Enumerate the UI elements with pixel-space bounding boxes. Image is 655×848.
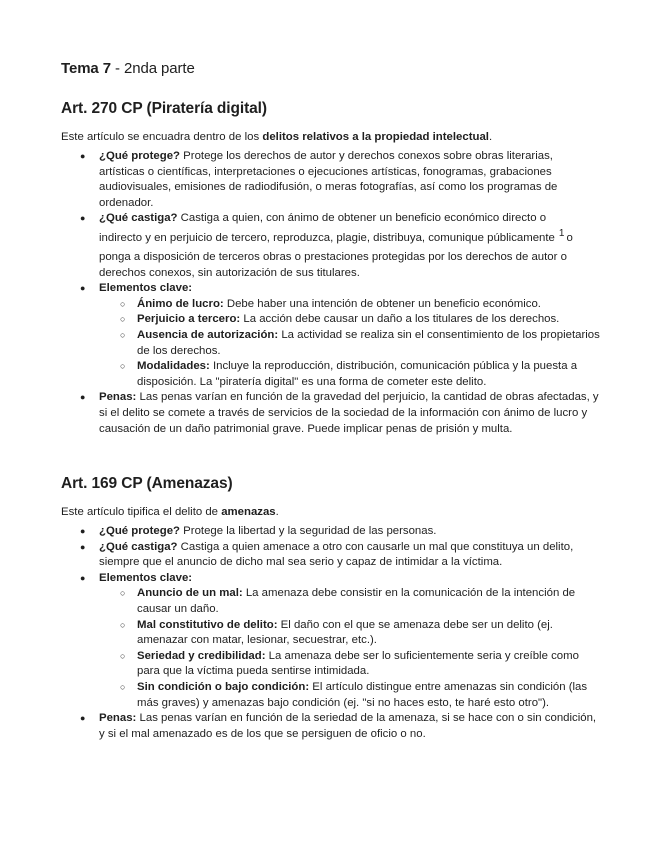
bullet-text: Protege los derechos de autor y derechos conexos sobre obras literarias, artísticas o científicas, interpretaciones o ejecuciones artísticas, fonogramas, grabaciones audiovisuales, emisiones de radiodifusión, o meras fotografías, así como los programas de ordenador. xyxy=(99,150,558,209)
bullet-penas xyxy=(99,711,601,742)
sub-item xyxy=(137,680,601,711)
sub-item-label: Ausencia de autorización: xyxy=(137,328,279,341)
sub-item xyxy=(137,359,601,390)
sub-list-elementos xyxy=(99,297,601,391)
sub-item-text: La amenaza debe consistir en la comunicación de la intención de causar un daño. xyxy=(137,587,576,615)
sub-item-text: El daño con el que se amenaza debe ser un delito (ej. amenazar con matar, lesionar, secuestrar, etc.). xyxy=(137,618,553,647)
sub-item-text: Incluye la reproducción, distribución, comunicación pública y la puesta a disposición. La "piratería digital" es una forma de cometer este delito. xyxy=(137,360,578,388)
sub-item-label: Mal constitutivo de delito: xyxy=(137,618,278,631)
bullet-label: ¿Qué castiga? xyxy=(99,540,178,553)
section-intro-art-270 xyxy=(61,129,601,145)
sub-item-label: Perjuicio a tercero: xyxy=(137,313,241,326)
bullet-text-line3: o ponga a disposición de terceros obras o prestaciones protegidas por los derechos de autor o derechos conexos, sin autorización de sus titulares. xyxy=(99,231,573,279)
bullet-castiga xyxy=(99,540,601,571)
intro-end: . xyxy=(275,506,279,518)
bullet-label: ¿Qué protege? xyxy=(99,525,181,537)
section-art-270 xyxy=(61,99,601,437)
sub-item-label: Sin condición o bajo condición: xyxy=(137,680,310,693)
section-art-169 xyxy=(61,474,601,742)
bullet-label: ¿Qué castiga? xyxy=(99,212,178,225)
bullet-list-art-169 xyxy=(61,524,601,742)
sub-item xyxy=(137,586,601,617)
sub-item-label: Modalidades: xyxy=(137,360,210,373)
sub-item xyxy=(137,618,601,649)
sub-item-text: El artículo distingue entre amenazas sin condición (las más graves) y amenazas bajo condición (ej. "si no haces esto, te haré esto otro"). xyxy=(137,680,588,709)
document-title-rest: - 2nda parte xyxy=(110,60,195,77)
bullet-text: Castiga a quien, con ánimo de obtener un beneficio económico directo o xyxy=(177,212,547,225)
bullet-text: Castiga a quien amenace a otro con causarle un mal que constituya un delito, siempre que el anuncio de dicho mal sea serio y capaz de intimidar a la víctima. xyxy=(99,540,574,569)
intro-end: . xyxy=(488,131,493,143)
sub-item-label: Anuncio de un mal: xyxy=(137,587,243,600)
bullet-protege xyxy=(99,524,601,540)
bullet-elementos xyxy=(99,571,601,711)
document-title-main: Tema 7 xyxy=(61,60,111,77)
bullet-label: Penas: xyxy=(99,391,137,404)
sub-item xyxy=(137,649,601,680)
bullet-text-line2: indirecto y en perjuicio de tercero, reproduzca, plagie, distribuya, comunique públicamente xyxy=(99,231,555,244)
sub-item xyxy=(137,328,601,359)
bullet-list-art-270 xyxy=(61,149,601,437)
intro-bold: delitos relativos a la propiedad intelectual xyxy=(262,131,489,143)
bullet-elementos xyxy=(99,281,601,390)
bullet-text: Las penas varían en función de la seriedad de la amenaza, si se hace con o sin condición, y si el mal amenazado es de los que se persiguen de oficio o no. xyxy=(99,712,597,740)
sub-item-label: Ánimo de lucro: xyxy=(137,297,224,310)
section-intro-art-169 xyxy=(61,504,601,520)
intro-text: Este artículo se encuadra dentro de los xyxy=(61,131,263,143)
document-title xyxy=(61,60,195,77)
bullet-label: Penas: xyxy=(99,712,137,725)
intro-bold: amenazas xyxy=(221,506,276,518)
intro-text: Este artículo tipifica el delito de xyxy=(61,506,222,518)
bullet-penas xyxy=(99,390,601,437)
bullet-text: Las penas varían en función de la gravedad del perjuicio, la cantidad de obras afectadas, y si el delito se comete a través de servicios de la sociedad de la información con ánimo de lucro y causación de un daño patrimonial grave. Puede implicar penas de prisión y multa. xyxy=(99,391,599,435)
bullet-castiga xyxy=(99,211,601,281)
bullet-label: Elementos clave: xyxy=(99,282,193,295)
sub-item-label: Seriedad y credibilidad: xyxy=(137,649,266,662)
section-heading-art-169: Art. 169 CP (Amenazas) xyxy=(61,475,233,492)
bullet-protege xyxy=(99,149,601,211)
sub-list-elementos xyxy=(99,586,601,711)
footnote-marker[interactable]: 1 xyxy=(558,227,565,239)
bullet-label: Elementos clave: xyxy=(99,571,193,584)
bullet-text: Protege la libertad y la seguridad de las personas. xyxy=(180,525,437,537)
sub-item-text: La acción debe causar un daño a los titulares de los derechos. xyxy=(240,313,560,326)
sub-item-text: Debe haber una intención de obtener un beneficio económico. xyxy=(223,297,541,310)
section-heading-art-270: Art. 270 CP (Piratería digital) xyxy=(61,100,267,117)
sub-item xyxy=(137,297,601,313)
sub-item-text: La amenaza debe ser lo suficientemente seria y creíble como para que la víctima pueda sentirse intimidada. xyxy=(137,649,579,678)
sub-item-text: La actividad se realiza sin el consentimiento de los propietarios de los derechos. xyxy=(137,328,600,357)
bullet-label: ¿Qué protege? xyxy=(99,150,181,162)
sub-item xyxy=(137,312,601,328)
